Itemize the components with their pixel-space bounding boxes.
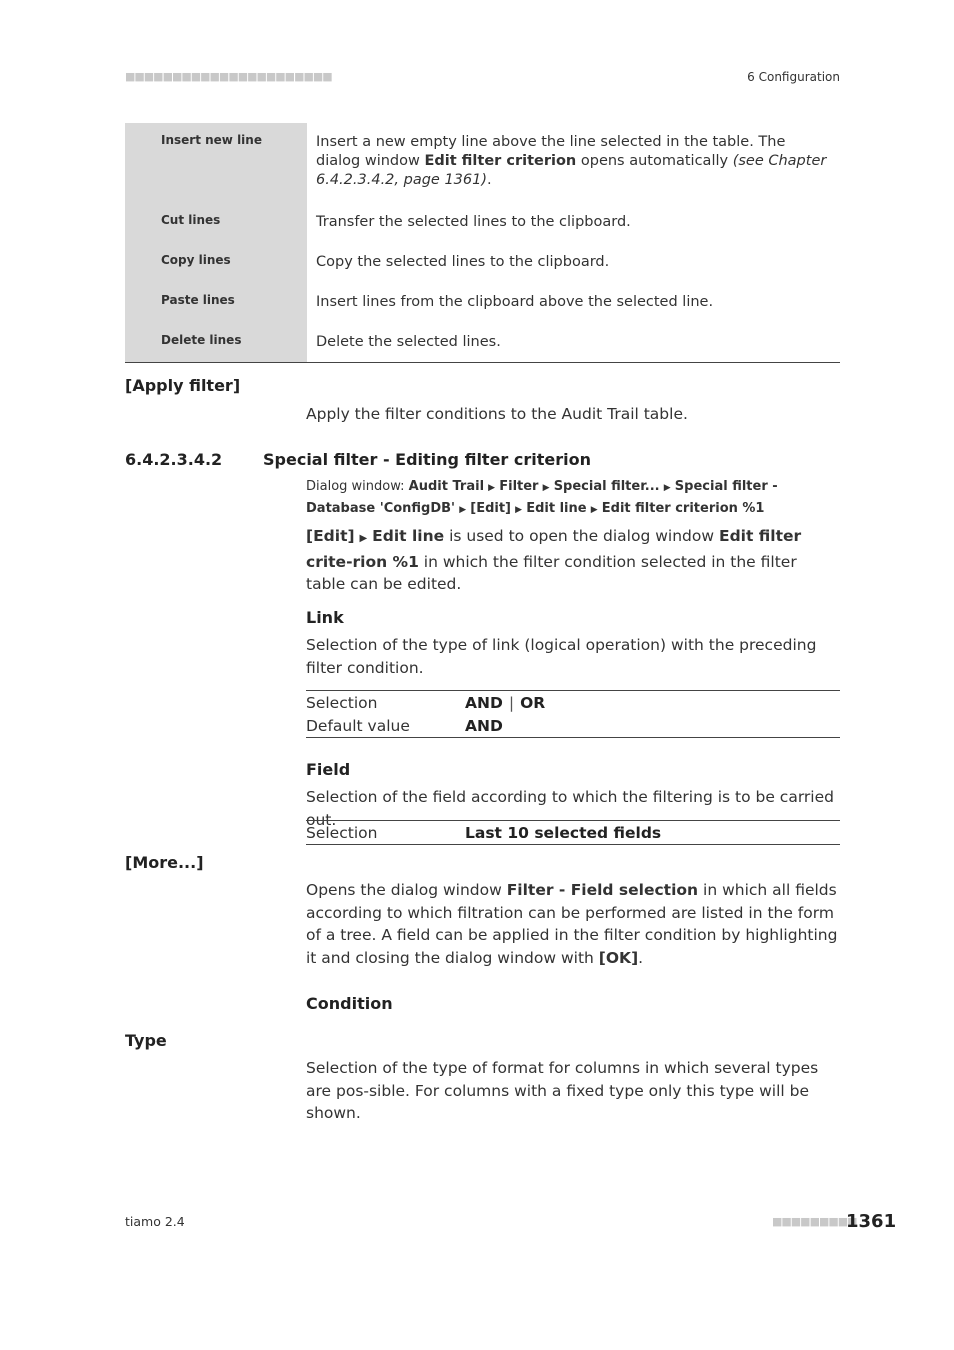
- field-desc: Selection of the field according to which the filtering is to be carried out.: [306, 788, 834, 829]
- param-key: Selection: [306, 693, 378, 712]
- footer-product: tiamo 2.4: [125, 1214, 185, 1229]
- field-params: [306, 820, 840, 845]
- arrow-icon: ▶: [359, 533, 368, 544]
- header-chapter: 6 Configuration: [747, 70, 840, 84]
- param-row: [306, 714, 840, 737]
- table-desc: Delete the selected lines.: [316, 334, 501, 350]
- edit-menu-table: [125, 123, 840, 363]
- param-value: Last 10 selected fields: [465, 823, 662, 842]
- param-row: [306, 821, 840, 844]
- param-key: Default value: [306, 716, 410, 735]
- link-params: [306, 690, 840, 738]
- dialog-path: Dialog window: Audit Trail ▶ Filter ▶ Special filter... ▶ Special filter - Database 'ConfigDB' ▶ [Edit] ▶ Edit line ▶ Edit filter criterion %1: [306, 479, 778, 516]
- table-term: Cut lines: [125, 203, 307, 243]
- condition-heading: Condition: [306, 994, 393, 1013]
- param-key: Selection: [306, 823, 378, 842]
- section-number: 6.4.2.3.4.2: [125, 450, 223, 469]
- more-desc: Opens the dialog window Filter - Field selection in which all fields according to which filtration can be performed are listed in the form of a tree. A field can be applied in the filter condition by highlighting it and closing the dialog window with [OK].: [306, 881, 838, 967]
- table-desc: Copy the selected lines to the clipboard.: [316, 254, 610, 270]
- arrow-icon: ▶: [542, 483, 550, 493]
- page-number: 1361: [846, 1211, 897, 1232]
- field-heading: Field: [306, 760, 351, 779]
- param-value: AND | OR: [465, 693, 546, 712]
- arrow-icon: ▶: [515, 504, 523, 515]
- table-row: [125, 323, 840, 362]
- link-desc: Selection of the type of link (logical operation) with the preceding filter condition.: [306, 636, 817, 677]
- arrow-icon: ▶: [663, 483, 671, 493]
- table-desc: Insert a new empty line above the line selected in the table. The dialog window Edit filter criterion opens automatically (see Chapter 6.4.2.3.4.2, page 1361).: [316, 134, 827, 188]
- type-desc: Selection of the type of format for columns in which several types are pos-sible. For columns with a fixed type only this type will be shown.: [306, 1059, 819, 1122]
- table-term: Insert new line: [125, 123, 307, 203]
- link-heading: Link: [306, 608, 344, 627]
- footer-decoration: ■■■■■■■■■: [772, 1215, 857, 1228]
- type-label: Type: [125, 1031, 167, 1050]
- apply-filter-desc: Apply the filter conditions to the Audit Trail table.: [306, 405, 688, 423]
- table-term: Copy lines: [125, 243, 307, 283]
- table-row: [125, 243, 840, 283]
- arrow-icon: ▶: [590, 504, 598, 515]
- table-row: [125, 203, 840, 243]
- param-row: [306, 691, 840, 714]
- more-label: [More...]: [125, 853, 204, 872]
- section-intro: [Edit] ▶ Edit line is used to open the dialog window Edit filter crite-rion %1 in which the filter condition selected in the filter table can be edited.: [306, 527, 802, 593]
- table-row: [125, 283, 840, 323]
- header-decoration: ■■■■■■■■■■■■■■■■■■■■■■: [125, 70, 332, 83]
- table-term: Paste lines: [125, 283, 307, 323]
- table-term: Delete lines: [125, 323, 307, 362]
- table-desc: Transfer the selected lines to the clipboard.: [316, 214, 631, 230]
- section-title: Special filter - Editing filter criterion: [263, 450, 591, 469]
- arrow-icon: ▶: [459, 504, 467, 515]
- table-row: [125, 123, 840, 203]
- table-desc: Insert lines from the clipboard above the selected line.: [316, 294, 714, 310]
- arrow-icon: ▶: [488, 483, 496, 493]
- apply-filter-label: [Apply filter]: [125, 376, 241, 395]
- param-value: AND: [465, 716, 503, 735]
